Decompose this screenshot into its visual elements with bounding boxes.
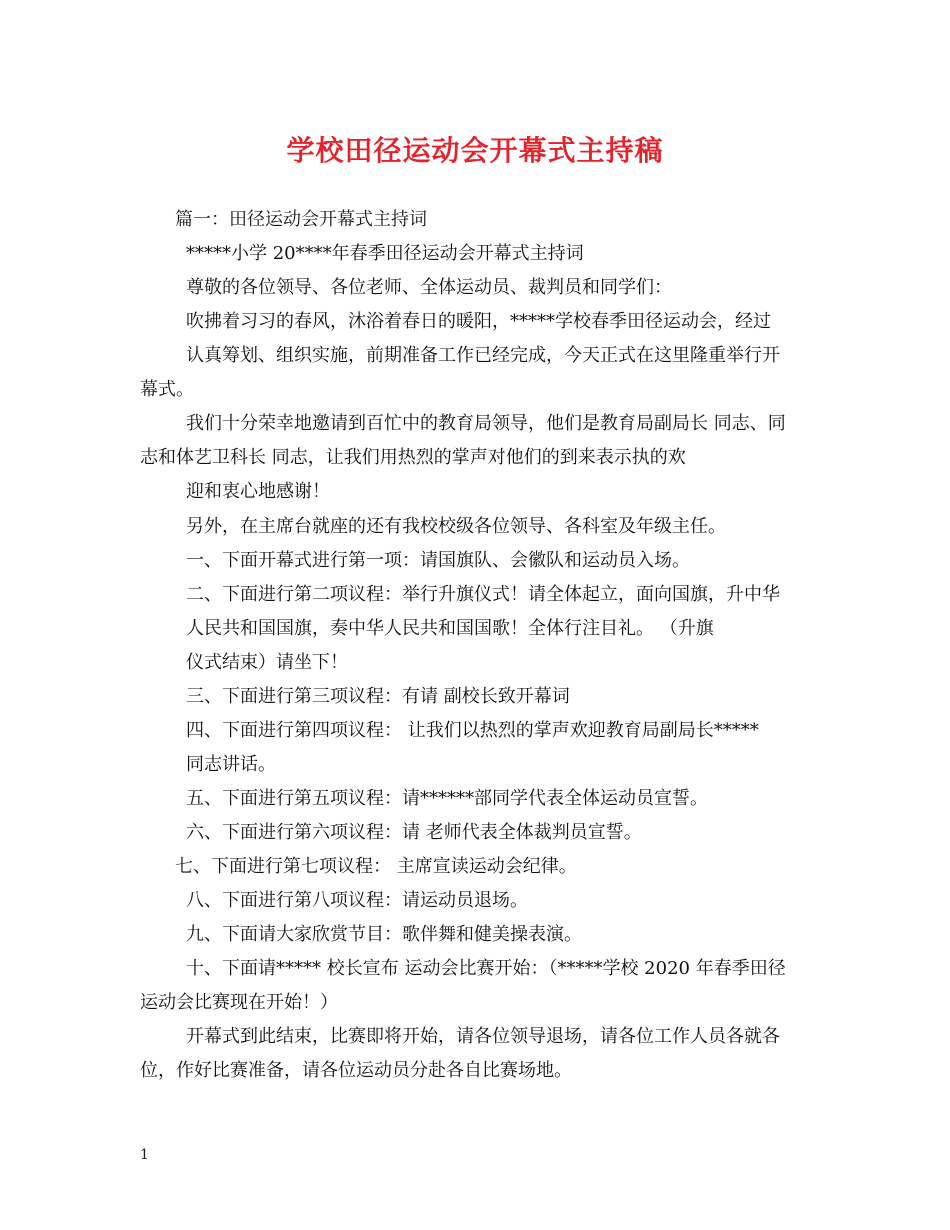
body-line: 二、下面进行第二项议程：举行升旗仪式！请全体起立，面向国旗，升中华 <box>186 584 780 605</box>
body-line: 志和体艺卫科长 同志，让我们用热烈的掌声对他们的到来表示执的欢 <box>140 447 686 468</box>
body-line: 同志讲话。 <box>186 754 276 775</box>
body-line: 十、下面请***** 校长宣布 运动会比赛开始：（*****学校 2020 年春季田径 <box>186 958 786 979</box>
body-line: 吹拂着习习的春风，沐浴着春日的暖阳，*****学校春季田径运动会，经过 <box>186 311 771 332</box>
body-line: 篇一：田径运动会开幕式主持词 <box>175 209 427 230</box>
document-title: 学校田径运动会开幕式主持稿 <box>286 134 664 167</box>
body-line: 另外，在主席台就座的还有我校校级各位领导、各科室及年级主任。 <box>186 516 726 537</box>
page-number: 1 <box>140 1147 149 1163</box>
body-line: 迎和衷心地感谢！ <box>186 481 330 502</box>
body-line: 四、下面进行第四项议程： 让我们以热烈的掌声欢迎教育局副局长***** <box>186 720 759 741</box>
body-line: 认真筹划、组织实施，前期准备工作已经完成，今天正式在这里隆重举行开 <box>186 345 780 366</box>
body-line: 幕式。 <box>140 379 194 400</box>
body-line: 七、下面进行第七项议程： 主席宣读运动会纪律。 <box>175 856 577 877</box>
body-line: 一、下面开幕式进行第一项：请国旗队、会徽队和运动员入场。 <box>186 550 690 571</box>
body-line: 开幕式到此结束，比赛即将开始，请各位领导退场，请各位工作人员各就各 <box>186 1026 780 1047</box>
body-line: 运动会比赛现在开始！） <box>140 992 338 1013</box>
body-line: 八、下面进行第八项议程：请运动员退场。 <box>186 890 528 911</box>
body-line: 九、下面请大家欣赏节目：歌伴舞和健美操表演。 <box>186 924 582 945</box>
body-line: 三、下面进行第三项议程：有请 副校长致开幕词 <box>186 686 570 707</box>
body-line: *****小学 20****年春季田径运动会开幕式主持词 <box>186 243 584 264</box>
body-line: 仪式结束）请坐下！ <box>186 652 348 673</box>
body-line: 尊敬的各位领导、各位老师、全体运动员、裁判员和同学们： <box>186 277 672 298</box>
body-line: 人民共和国国旗，奏中华人民共和国国歌！全体行注目礼。 （升旗 <box>186 618 714 639</box>
body-line: 我们十分荣幸地邀请到百忙中的教育局领导，他们是教育局副局长 同志、同 <box>186 413 786 434</box>
body-line: 六、下面进行第六项议程：请 老师代表全体裁判员宣誓。 <box>186 822 642 843</box>
body-line: 位，作好比赛准备，请各位运动员分赴各自比赛场地。 <box>140 1060 572 1081</box>
body-line: 五、下面进行第五项议程：请******部同学代表全体运动员宣誓。 <box>186 788 708 809</box>
